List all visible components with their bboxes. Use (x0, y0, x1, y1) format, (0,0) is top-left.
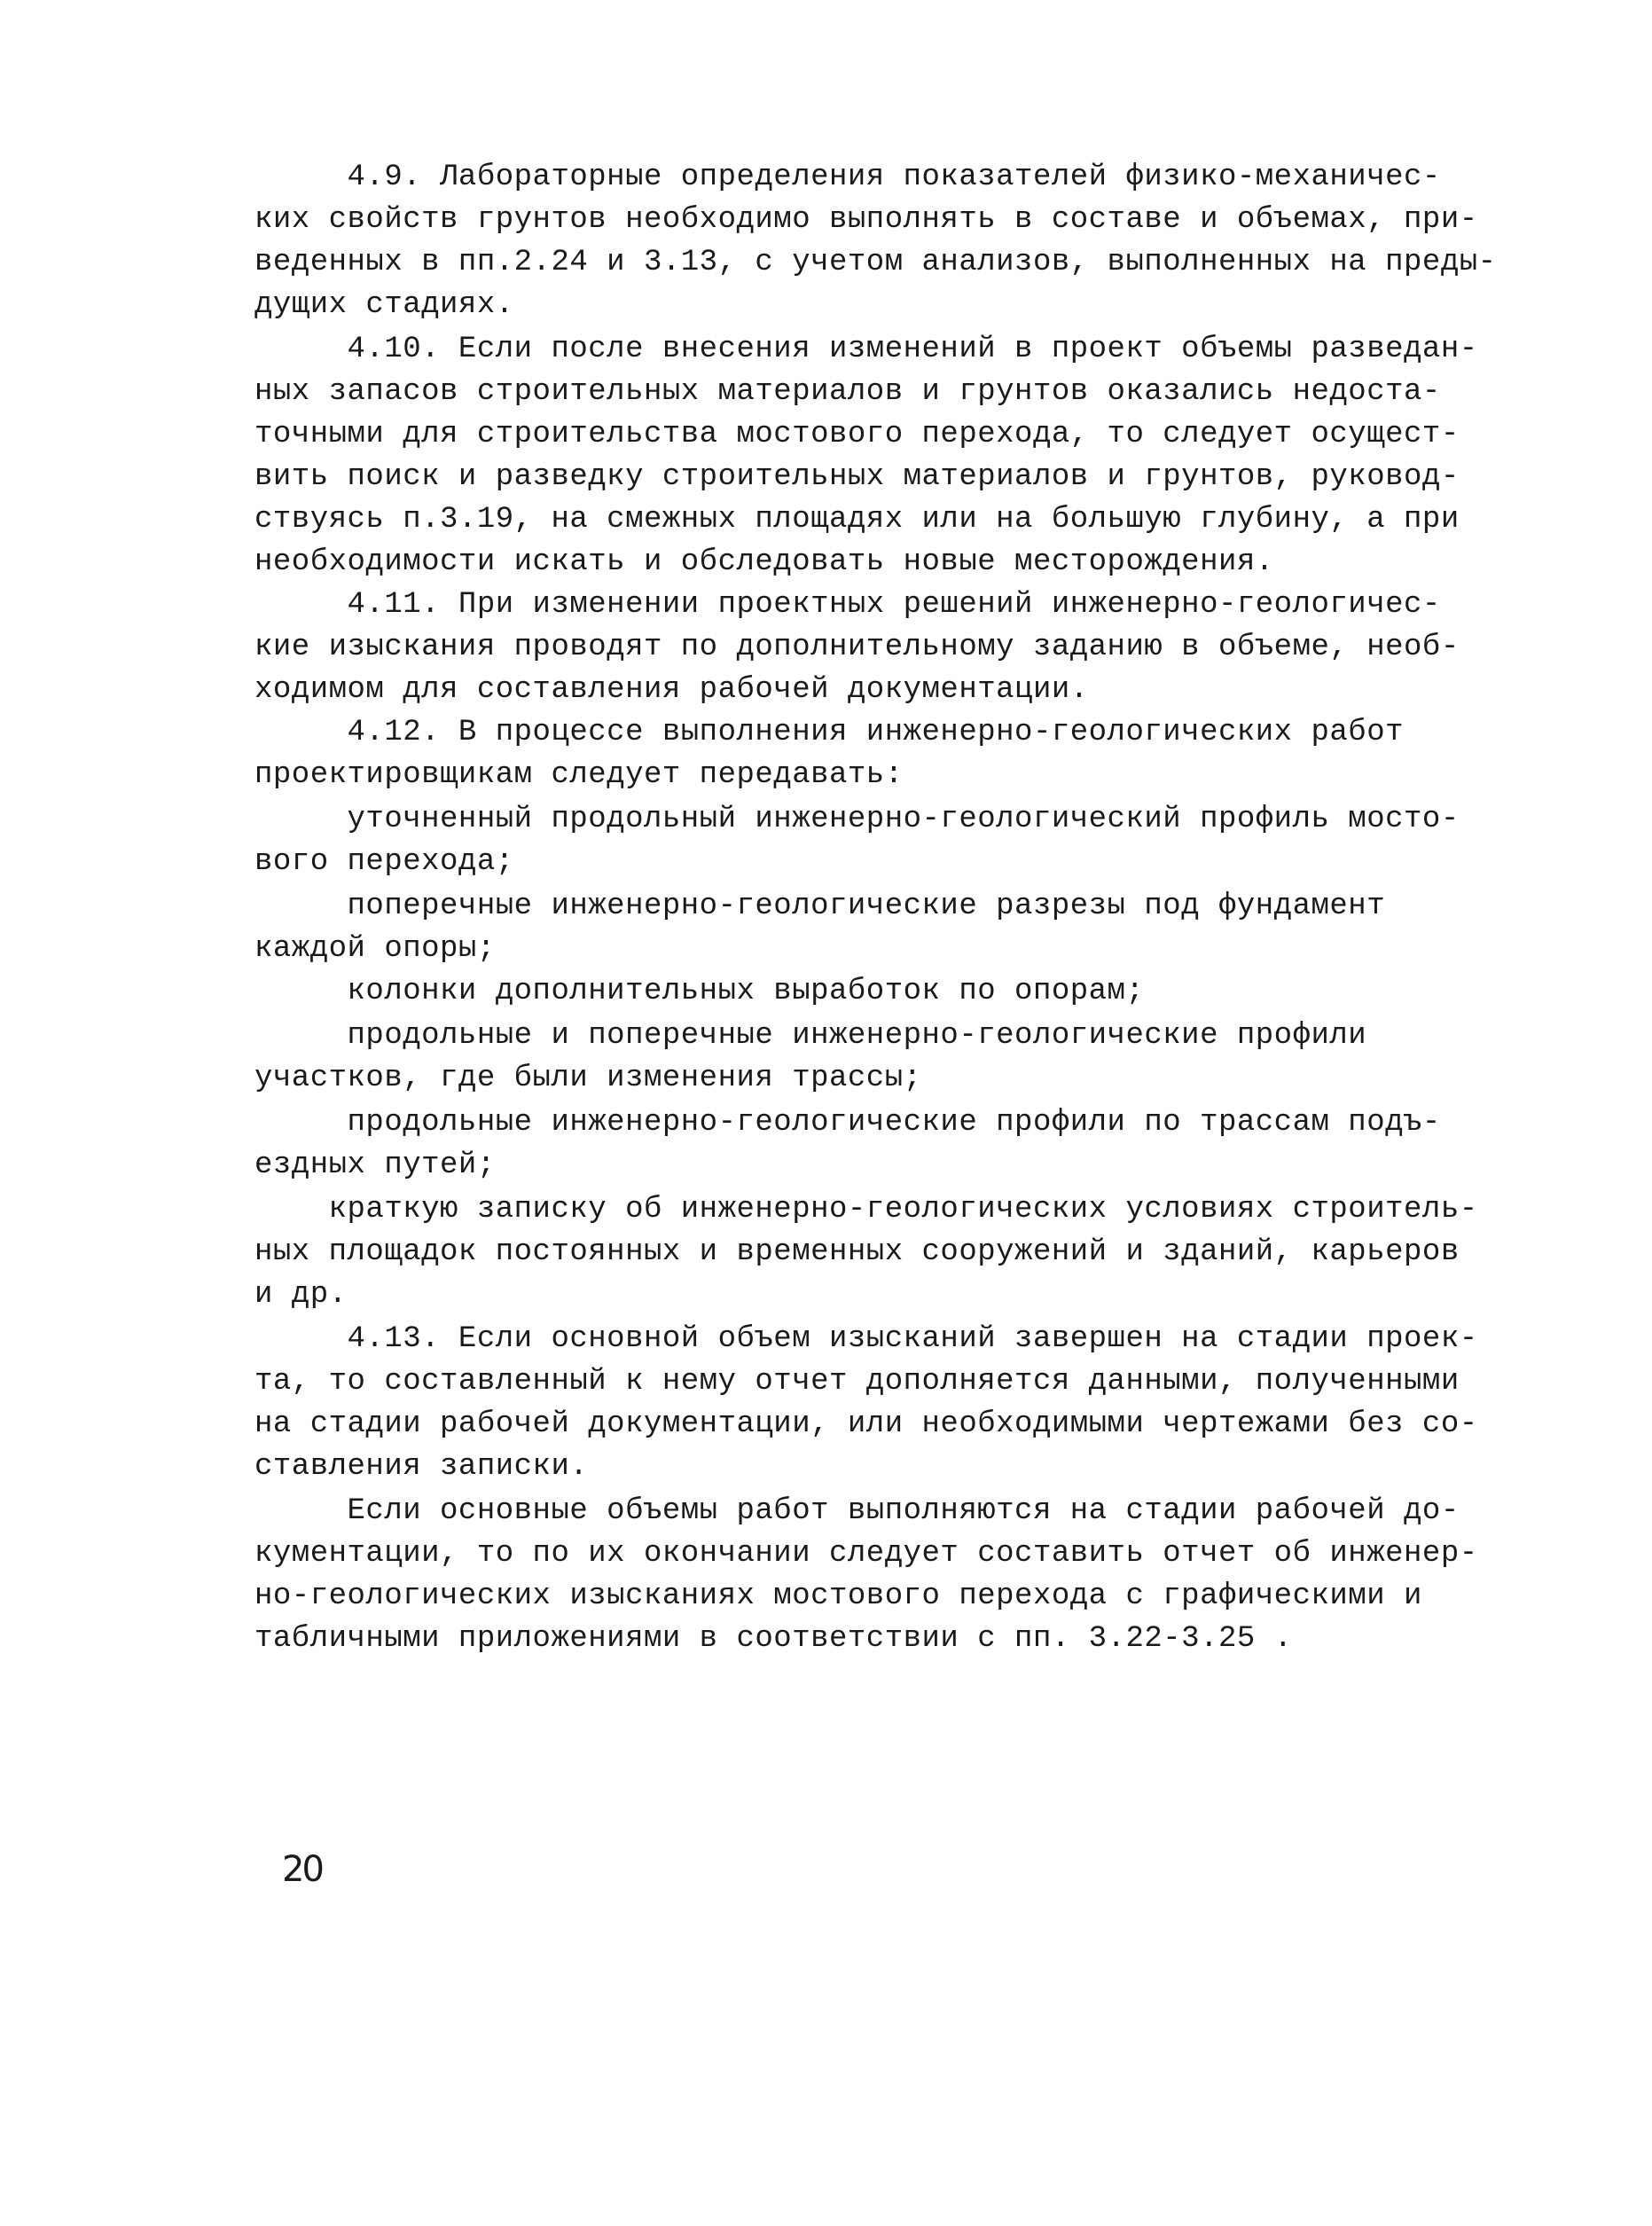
text-line: колонки дополнительных выработок по опорам; (254, 975, 1145, 1008)
text-line: точными для строительства мостового перехода, то следует осущест- (254, 418, 1460, 451)
text-line: дущих стадиях. (254, 288, 514, 322)
text-line: краткую записку об инженерно-геологических условиях строитель- (254, 1193, 1478, 1227)
text-line: Если основные объемы работ выполняются на стадии рабочей до- (254, 1494, 1460, 1528)
text-line: 4.13. Если основной объем изысканий завершен на стадии проек- (254, 1322, 1478, 1356)
text-line: проектировщикам следует передавать: (254, 758, 904, 792)
text-line: ких свойств грунтов необходимо выполнять в составе и объемах, при- (254, 203, 1478, 237)
text-line: продольные и поперечные инженерно-геологические профили (254, 1019, 1367, 1053)
text-line: ходимом для составления рабочей документации. (254, 673, 1089, 707)
text-line: табличными приложениями в соответствии с пп. 3.22-3.25 . (254, 1622, 1293, 1656)
page-number: 20 (282, 1849, 322, 1890)
text-line: участков, где были изменения трассы; (254, 1062, 922, 1095)
text-line: ствуясь п.3.19, на смежных площадях или на большую глубину, а при (254, 503, 1460, 537)
text-line: веденных в пп.2.24 и 3.13, с учетом анализов, выполненных на преды- (254, 246, 1497, 279)
text-line: продольные инженерно-геологические профили по трассам подъ- (254, 1106, 1441, 1140)
text-line: но-геологических изысканиях мостового перехода с графическими и (254, 1579, 1422, 1613)
text-line: та, то составленный к нему отчет дополняется данными, полученными (254, 1365, 1460, 1399)
text-line: кументации, то по их окончании следует составить отчет об инженер- (254, 1537, 1478, 1571)
text-line: 4.9. Лабораторные определения показателей физико-механичес- (254, 161, 1441, 194)
text-line: вого перехода; (254, 845, 514, 879)
text-line: 4.12. В процессе выполнения инженерно-геологических работ (254, 716, 1405, 749)
text-line: ных запасов строительных материалов и грунтов оказались недоста- (254, 375, 1441, 409)
text-line: каждой опоры; (254, 932, 496, 966)
text-line: уточненный продольный инженерно-геологический профиль мосто- (254, 803, 1460, 836)
text-line: 4.11. При изменении проектных решений инженерно-геологичес- (254, 588, 1441, 622)
text-line: на стадии рабочей документации, или необходимыми чертежами без со- (254, 1407, 1478, 1441)
text-line: и др. (254, 1278, 348, 1312)
text-line: кие изыскания проводят по дополнительному заданию в объеме, необ- (254, 631, 1460, 664)
text-line: ездных путей; (254, 1148, 496, 1182)
text-line: вить поиск и разведку строительных материалов и грунтов, руковод- (254, 460, 1460, 494)
text-line: необходимости искать и обследовать новые месторождения. (254, 545, 1274, 579)
text-line: 4.10. Если после внесения изменений в проект объемы разведан- (254, 333, 1478, 366)
text-line: ставления записки. (254, 1450, 589, 1484)
text-line: ных площадок постоянных и временных сооружений и зданий, карьеров (254, 1235, 1460, 1269)
text-line: поперечные инженерно-геологические разрезы под фундамент (254, 890, 1386, 923)
